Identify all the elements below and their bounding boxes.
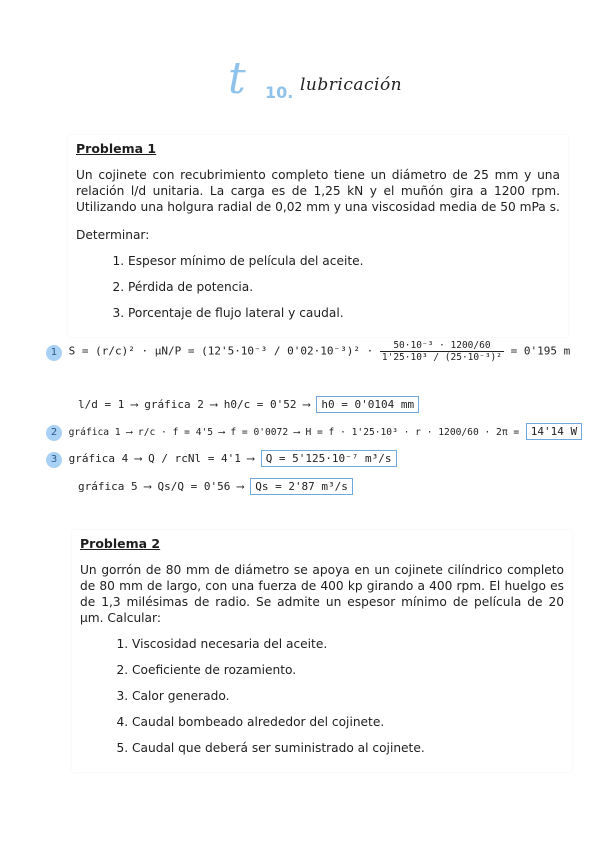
formula-lhs: S = (r/c)² · μN/P = (12'5·10⁻³ / 0'02·10⁻³)² · <box>68 344 374 358</box>
problem-2-card <box>72 530 572 772</box>
list-item: 3. Calor generado. <box>132 688 564 704</box>
step-marker: 2 <box>46 425 62 441</box>
chapter-title: lubricación <box>300 75 403 95</box>
problem-1-card <box>68 135 568 337</box>
list-item: 5. Caudal que deberá ser suministrado al cojinete. <box>132 740 564 756</box>
boxed-result: 14'14 W <box>526 423 582 440</box>
fraction-denominator: 1'25·10³ / (25·10⁻³)² <box>381 352 502 363</box>
problem-2-title: Problema 2 <box>80 536 161 551</box>
problem-2-list <box>80 636 564 756</box>
fraction-numerator: 50·10⁻³ · 1200/60 <box>380 340 504 352</box>
list-item: 1. Viscosidad necesaria del aceite. <box>132 636 564 652</box>
solution-line-5 <box>78 480 353 493</box>
list-item: 2. Coeficiente de rozamiento. <box>132 662 564 678</box>
chapter-logo-letter: t <box>228 53 246 104</box>
solution-text: gráfica 4 ⟶ Q / rcNl = 4'1 ⟶ <box>68 452 255 465</box>
solution-line-3 <box>46 425 582 441</box>
list-item: 1. Espesor mínimo de película del aceite. <box>128 253 560 269</box>
list-item: 4. Caudal bombeado alrededor del cojinete. <box>132 714 564 730</box>
boxed-result: Q = 5'125·10⁻⁷ m³/s <box>261 450 397 467</box>
step-marker: 1 <box>46 345 62 361</box>
formula-fraction <box>380 340 504 363</box>
solution-line-1 <box>46 340 570 363</box>
solution-line-2 <box>78 398 419 411</box>
problem-2-statement: Un gorrón de 80 mm de diámetro se apoya en un cojinete cilíndrico completo de 80 mm de largo, con una fuerza de 400 kp girando a 400 rpm. El huelgo es de 1,3 milésimas de radio. Se admite un espesor mínimo de película de 20 µm. Calcular: <box>80 563 564 625</box>
problem-1-statement: Un cojinete con recubrimiento completo tiene un diámetro de 25 mm y una relación l/d unitaria. La carga es de 1,25 kN y el muñón gira a 1200 rpm. Utilizando una holgura radial de 0,02 mm y una viscosidad media de 50 mPa s. <box>76 168 560 214</box>
list-item: 3. Porcentaje de flujo lateral y caudal. <box>128 305 560 321</box>
solution-text: l/d = 1 ⟶ gráfica 2 ⟶ h0/c = 0'52 ⟶ <box>78 398 310 411</box>
chapter-number: 10. <box>265 83 294 102</box>
boxed-result: Qs = 2'87 m³/s <box>250 478 353 495</box>
list-item: 2. Pérdida de potencia. <box>128 279 560 295</box>
problem-1-prompt: Determinar: <box>76 228 150 242</box>
solution-line-4 <box>46 452 397 468</box>
step-marker: 3 <box>46 452 62 468</box>
solution-text: gráfica 1 ⟶ r/c · f = 4'5 ⟶ f = 0'0072 ⟶ H = f · 1'25·10³ · r · 1200/60 · 2π = <box>68 427 520 438</box>
formula-result: = 0'195 m <box>510 344 571 358</box>
problem-1-title: Problema 1 <box>76 141 157 156</box>
solution-text: gráfica 5 ⟶ Qs/Q = 0'56 ⟶ <box>78 480 244 493</box>
page-header <box>0 55 600 115</box>
boxed-result: h0 = 0'0104 mm <box>316 396 419 413</box>
problem-1-list <box>76 253 560 321</box>
